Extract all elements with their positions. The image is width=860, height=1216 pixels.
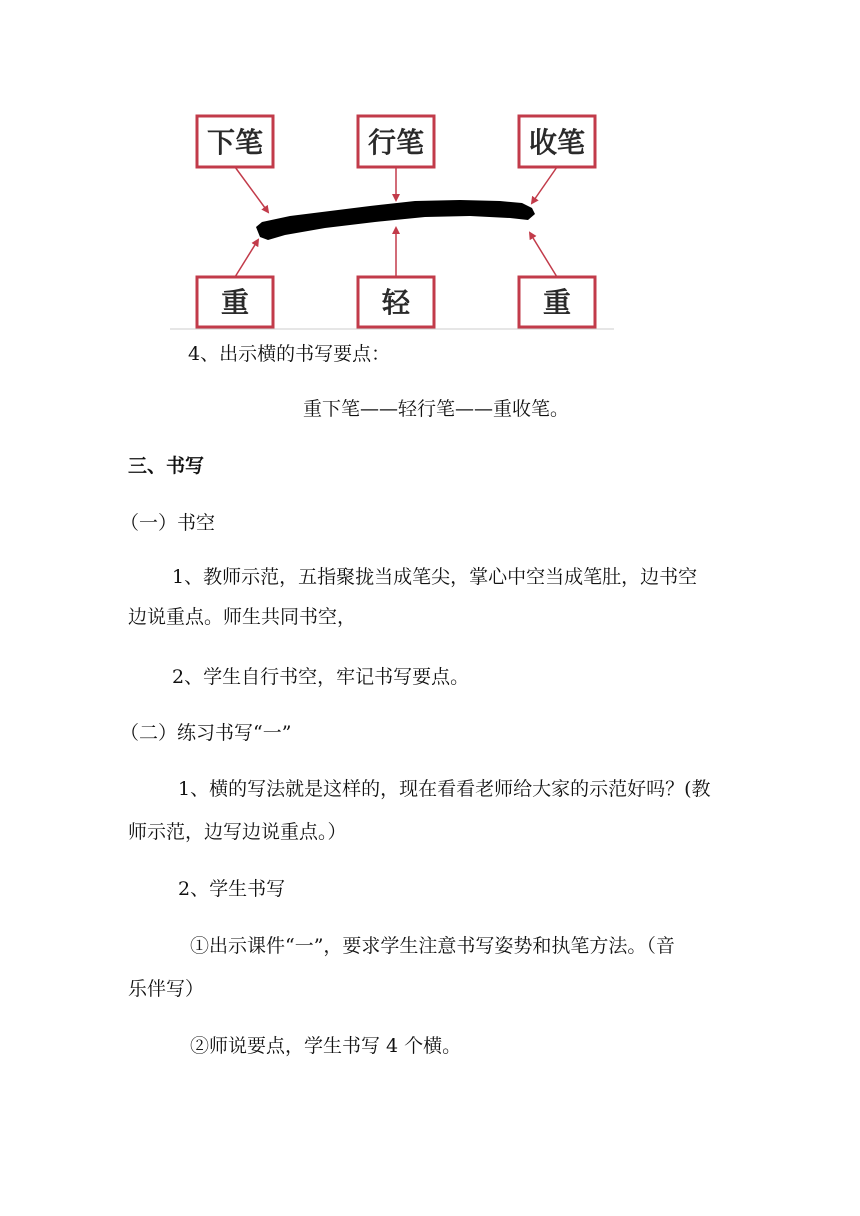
sub1-paragraph2: 2、学生自行书空，牢记书写要点。	[172, 666, 470, 688]
label-zhong-left: 重	[220, 286, 250, 319]
label-box-xingbi	[358, 116, 434, 167]
sub2-paragraph3-line2: 乐伴写）	[128, 978, 205, 1000]
sub2-paragraph4: ②师说要点，学生书写 4 个横。	[190, 1035, 462, 1057]
sub2-heading: （二）练习书写“一”	[120, 722, 292, 744]
label-box-qing	[358, 277, 434, 327]
sub1-heading: （一）书空	[120, 512, 216, 534]
label-box-shoubi	[519, 116, 595, 167]
arrow-shoubi	[532, 167, 557, 203]
sub2-paragraph2: 2、学生书写	[178, 878, 286, 900]
stroke-diagram	[170, 100, 614, 332]
label-box-xiabi	[197, 116, 273, 167]
item4-formula: 重下笔——轻行笔——重收笔。	[303, 398, 570, 420]
label-xiabi: 下笔	[206, 126, 264, 159]
label-shoubi: 收笔	[528, 126, 586, 159]
arrow-zhong-left	[235, 240, 258, 277]
sub2-paragraph3-line1: ①出示课件“一”，要求学生注意书写姿势和执笔方法。（音	[190, 935, 675, 957]
label-box-zhong-right	[519, 277, 595, 327]
label-qing: 轻	[381, 286, 411, 319]
sub1-paragraph1-line2: 边说重点。师生共同书空，	[128, 606, 357, 628]
sub2-paragraph1-line2: 师示范，边写边说重点。）	[128, 821, 347, 843]
label-xingbi: 行笔	[367, 126, 425, 159]
section3-heading: 三、书写	[128, 455, 205, 477]
arrow-xiabi	[235, 167, 268, 212]
sub1-paragraph1-line1: 1、教师示范，五指聚拢当成笔尖，掌心中空当成笔肚，边书空	[172, 566, 698, 588]
label-box-zhong-left	[197, 277, 273, 327]
item4-title: 4、出示横的书写要点：	[188, 343, 391, 365]
label-zhong-right: 重	[542, 286, 572, 319]
arrow-zhong-right	[530, 233, 557, 277]
sub2-paragraph1-line1: 1、横的写法就是这样的，现在看看老师给大家的示范好吗？(教	[178, 778, 711, 800]
